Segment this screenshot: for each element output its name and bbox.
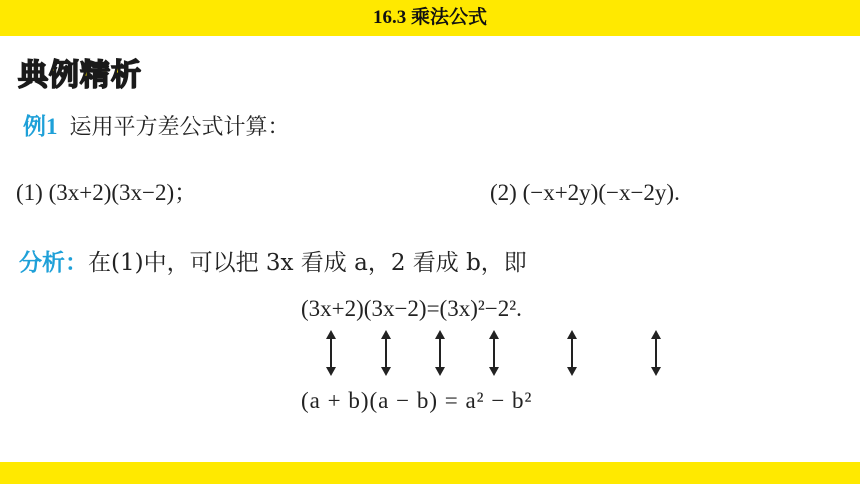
double-arrow-icon xyxy=(651,330,661,376)
header-banner xyxy=(0,0,860,36)
correspondence-arrows xyxy=(0,328,860,378)
double-arrow-icon xyxy=(567,330,577,376)
analysis xyxy=(19,246,527,280)
double-arrow-icon xyxy=(489,330,499,376)
problem-1: (1) (3x+2)(3x−2)； xyxy=(16,180,198,205)
formula-expansion: (3x+2)(3x−2)=(3x)²−2². xyxy=(301,296,522,321)
example-text: 运用平方差公式计算： xyxy=(69,115,290,140)
double-arrow-icon xyxy=(435,330,445,376)
problem-2: (2) (−x+2y)(−x−2y). xyxy=(490,180,680,205)
formula-general: (a + b)(a − b) = a² − b² xyxy=(301,388,533,413)
example-heading xyxy=(23,112,290,143)
header-title: 16.3 乘法公式 xyxy=(372,7,487,28)
footer-banner xyxy=(0,462,860,484)
section-title: 典例精析 xyxy=(18,58,142,93)
double-arrow-icon xyxy=(326,330,336,376)
example-label: 例1 xyxy=(23,114,58,139)
double-arrow-icon xyxy=(381,330,391,376)
analysis-text: 在(1)中，可以把 3x 看成 a，2 看成 b，即 xyxy=(88,250,527,276)
analysis-label: 分析： xyxy=(19,250,88,276)
